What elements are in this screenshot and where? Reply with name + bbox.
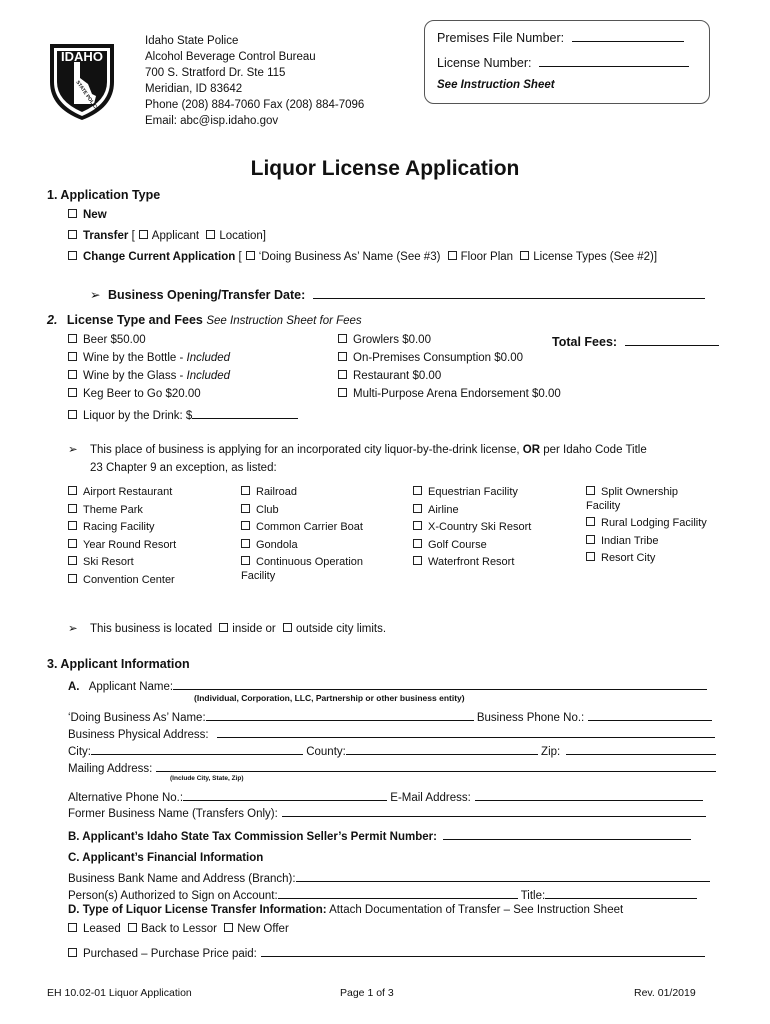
inside-city-checkbox[interactable] — [219, 623, 228, 632]
restaurant-label: Restaurant $0.00 — [353, 370, 442, 382]
org-address-block — [145, 33, 364, 129]
exception-label: Facility — [586, 499, 621, 512]
exception-label: Common Carrier Boat — [256, 521, 363, 533]
org-line: Idaho State Police — [145, 35, 239, 47]
alt-phone-label: Alternative Phone No.: — [68, 792, 184, 804]
exceptions-col-4 — [586, 484, 707, 568]
mailing-address-label: Mailing Address: — [68, 763, 153, 775]
isp-logo — [44, 38, 120, 122]
exception-checkbox[interactable] — [241, 556, 250, 565]
total-fees-field[interactable] — [625, 333, 719, 346]
keg-beer-label: Keg Beer to Go $20.00 — [83, 388, 201, 400]
email-label: E-Mail Address: — [390, 792, 471, 804]
growlers-checkbox[interactable] — [338, 334, 347, 343]
exception-label: Split Ownership — [601, 486, 679, 498]
exception-checkbox[interactable] — [68, 574, 77, 583]
arena-checkbox[interactable] — [338, 388, 347, 397]
exception-label: Golf Course — [428, 538, 487, 551]
exceptions-col-1 — [68, 484, 176, 589]
beer-checkbox[interactable] — [68, 334, 77, 343]
county-field[interactable] — [346, 742, 538, 755]
exception-checkbox[interactable] — [586, 486, 595, 495]
new-checkbox[interactable] — [68, 209, 77, 218]
leased-label: Leased — [83, 923, 121, 935]
dba-option-label: ‘Doing Business As’ Name (See #3) — [258, 251, 441, 263]
former-name-label: Former Business Name (Transfers Only): — [68, 808, 278, 820]
keg-beer-checkbox[interactable] — [68, 388, 77, 397]
logo-text-side: STATE POLICE — [74, 79, 100, 113]
exception-label: Ski Resort — [83, 556, 134, 568]
exception-label: Resort City — [601, 552, 656, 564]
beer-label: Beer $50.00 — [83, 334, 146, 346]
located-label: This business is located — [90, 623, 213, 635]
org-line: Alcohol Beverage Control Bureau — [145, 51, 316, 63]
applicant-name-label: Applicant Name: — [88, 681, 174, 693]
exception-label: Theme Park — [83, 503, 143, 516]
back-to-lessor-checkbox[interactable] — [128, 923, 137, 932]
premises-file-label: Premises File Number: — [437, 31, 565, 45]
title-label: Title: — [520, 890, 546, 902]
exception-label: Convention Center — [83, 573, 175, 586]
arrow-bullet-icon: ➢ — [68, 623, 78, 635]
bank-label: Business Bank Name and Address (Branch): — [68, 873, 296, 885]
org-line: Meridian, ID 83642 — [145, 83, 243, 95]
financial-info-heading: C. Applicant’s Financial Information — [68, 852, 264, 864]
opening-date-field[interactable] — [313, 286, 705, 299]
liquor-drink-label: Liquor by the Drink: $ — [83, 410, 193, 422]
form-number: EH 10.02-01 Liquor Application — [47, 987, 192, 999]
authorized-persons-field[interactable] — [278, 886, 518, 899]
logo-text-top: IDAHO — [61, 49, 103, 64]
floor-plan-label: Floor Plan — [460, 251, 514, 263]
outside-city-checkbox[interactable] — [283, 623, 292, 632]
transfer-location-checkbox[interactable] — [206, 230, 215, 239]
incorporated-text: per Idaho Code Title — [540, 444, 647, 456]
page-title: Liquor License Application — [250, 157, 520, 180]
exception-checkbox[interactable] — [413, 486, 422, 495]
change-dba-checkbox[interactable] — [246, 251, 255, 260]
purchased-checkbox[interactable] — [68, 948, 77, 957]
bank-field[interactable] — [296, 869, 710, 882]
exception-label: Railroad — [256, 486, 297, 498]
exception-checkbox[interactable] — [68, 556, 77, 565]
applicant-name-note: (Individual, Corporation, LLC, Partnership or other business entity) — [194, 693, 465, 703]
opening-date-label: Business Opening/Transfer Date: — [108, 288, 306, 302]
exception-label: Equestrian Facility — [428, 486, 518, 498]
restaurant-checkbox[interactable] — [338, 370, 347, 379]
fees-note: See Instruction Sheet for Fees — [206, 315, 362, 327]
email-field[interactable] — [475, 788, 703, 801]
total-fees-label: Total Fees: — [552, 335, 618, 349]
exception-checkbox[interactable] — [241, 539, 250, 548]
org-line: Email: abc@isp.idaho.gov — [145, 115, 279, 127]
alt-phone-field[interactable] — [183, 788, 387, 801]
exception-checkbox[interactable] — [68, 539, 77, 548]
exception-checkbox[interactable] — [68, 504, 77, 513]
transfer-applicant-checkbox[interactable] — [139, 230, 148, 239]
exception-label: Gondola — [256, 538, 298, 551]
applicant-label: Applicant — [151, 230, 200, 242]
section-2-number: 2. — [47, 313, 58, 327]
dba-label: ‘Doing Business As’ Name: — [68, 712, 206, 724]
exception-label: Rural Lodging Facility — [601, 517, 707, 529]
exception-checkbox[interactable] — [586, 517, 595, 526]
exception-checkbox[interactable] — [413, 539, 422, 548]
exception-checkbox[interactable] — [413, 521, 422, 530]
former-name-field[interactable] — [282, 804, 706, 817]
new-label: New — [83, 209, 107, 221]
zip-label: Zip: — [541, 746, 561, 758]
leased-checkbox[interactable] — [68, 923, 77, 932]
change-floor-plan-checkbox[interactable] — [448, 251, 457, 260]
back-to-lessor-label: Back to Lessor — [140, 923, 218, 935]
outside-label: outside city limits. — [295, 623, 387, 635]
change-license-types-checkbox[interactable] — [520, 251, 529, 260]
revision: Rev. 01/2019 — [634, 987, 696, 999]
org-line: Phone (208) 884-7060 Fax (208) 884-7096 — [145, 99, 365, 111]
applicant-name-field[interactable] — [173, 677, 707, 690]
exception-checkbox[interactable] — [413, 504, 422, 513]
exception-checkbox[interactable] — [586, 552, 595, 561]
inside-label: inside or — [232, 623, 276, 635]
mailing-note: (Include City, State, Zip) — [170, 775, 244, 782]
org-line: 700 S. Stratford Dr. Ste 115 — [145, 67, 286, 79]
premises-file-field[interactable] — [572, 29, 684, 42]
exception-label: X-Country Ski Resort — [428, 521, 532, 533]
liquor-drink-checkbox[interactable] — [68, 410, 77, 419]
license-types-label: License Types (See #2)] — [533, 251, 658, 263]
arrow-bullet-icon: ➢ — [90, 288, 101, 302]
license-number-label: License Number: — [437, 56, 532, 70]
included-note: Included — [186, 352, 231, 364]
transfer-type-note: Attach Documentation of Transfer – See Instruction Sheet — [326, 904, 624, 916]
section-1-heading: 1. Application Type — [47, 188, 161, 202]
see-instruction-note: See Instruction Sheet — [437, 79, 555, 91]
exception-checkbox[interactable] — [68, 486, 77, 495]
license-number-field[interactable] — [539, 54, 689, 67]
included-note: Included — [186, 370, 231, 382]
dba-field[interactable] — [206, 708, 474, 721]
transfer-label: Transfer — [83, 230, 129, 242]
exception-checkbox[interactable] — [413, 556, 422, 565]
exception-checkbox[interactable] — [241, 521, 250, 530]
arrow-bullet-icon: ➢ — [68, 444, 78, 456]
exceptions-col-2 — [241, 484, 363, 585]
county-label: County: — [306, 746, 346, 758]
transfer-checkbox[interactable] — [68, 230, 77, 239]
exception-label: Facility — [241, 569, 276, 582]
office-use-box — [424, 20, 710, 104]
city-field[interactable] — [91, 742, 303, 755]
exception-label: Indian Tribe — [601, 534, 659, 547]
city-label: City: — [68, 746, 91, 758]
arena-label: Multi-Purpose Arena Endorsement $0.00 — [353, 388, 561, 400]
incorporated-text: This place of business is applying for an incorporated city liquor-by-the-drink license, — [90, 444, 523, 456]
seller-permit-field[interactable] — [443, 827, 691, 840]
item-letter: A. — [68, 681, 80, 693]
exception-label: Continuous Operation — [256, 556, 364, 568]
exception-label: Year Round Resort — [83, 538, 177, 551]
bracket: [ — [238, 251, 242, 263]
exception-checkbox[interactable] — [241, 504, 250, 513]
seller-permit-label: B. Applicant’s Idaho State Tax Commission Seller’s Permit Number: — [68, 831, 437, 843]
exception-label: Waterfront Resort — [428, 556, 515, 568]
business-phone-field[interactable] — [588, 708, 712, 721]
exception-checkbox[interactable] — [68, 521, 77, 530]
physical-address-label: Business Physical Address: — [68, 729, 209, 741]
new-offer-label: New Offer — [237, 923, 289, 935]
transfer-type-label: D. Type of Liquor License Transfer Information: — [68, 904, 327, 916]
purchased-label: Purchased – Purchase Price paid: — [83, 948, 257, 960]
section-3-heading: 3. Applicant Information — [47, 657, 190, 671]
purchase-price-field[interactable] — [261, 944, 705, 957]
or-text: OR — [522, 444, 540, 456]
wine-glass-label: Wine by the Glass - — [83, 370, 187, 382]
title-field[interactable] — [545, 886, 697, 899]
exception-label: Club — [256, 503, 279, 516]
bracket: [ — [131, 230, 135, 242]
exception-checkbox[interactable] — [241, 486, 250, 495]
wine-glass-checkbox[interactable] — [68, 370, 77, 379]
incorporated-text: 23 Chapter 9 an exception, as listed: — [90, 462, 277, 474]
location-label: Location] — [219, 230, 266, 242]
change-label: Change Current Application — [83, 251, 236, 263]
exception-checkbox[interactable] — [586, 535, 595, 544]
on-premises-checkbox[interactable] — [338, 352, 347, 361]
authorized-persons-label: Person(s) Authorized to Sign on Account: — [68, 890, 278, 902]
page-number: Page 1 of 3 — [340, 987, 394, 999]
mailing-address-field[interactable] — [156, 759, 716, 772]
exception-label: Racing Facility — [83, 521, 155, 533]
zip-field[interactable] — [566, 742, 716, 755]
growlers-label: Growlers $0.00 — [353, 334, 431, 346]
wine-bottle-checkbox[interactable] — [68, 352, 77, 361]
new-offer-checkbox[interactable] — [224, 923, 233, 932]
exception-label: Airport Restaurant — [83, 486, 173, 498]
incorporated-statement — [68, 441, 718, 477]
liquor-drink-amount-field[interactable] — [192, 406, 298, 419]
on-premises-label: On-Premises Consumption $0.00 — [353, 352, 524, 364]
section-2-heading: License Type and Fees — [66, 313, 203, 327]
physical-address-field[interactable] — [217, 725, 715, 738]
business-phone-label: Business Phone No.: — [476, 712, 585, 724]
change-checkbox[interactable] — [68, 251, 77, 260]
wine-bottle-label: Wine by the Bottle - — [83, 352, 187, 364]
exceptions-col-3 — [413, 484, 531, 572]
exception-label: Airline — [428, 503, 459, 516]
